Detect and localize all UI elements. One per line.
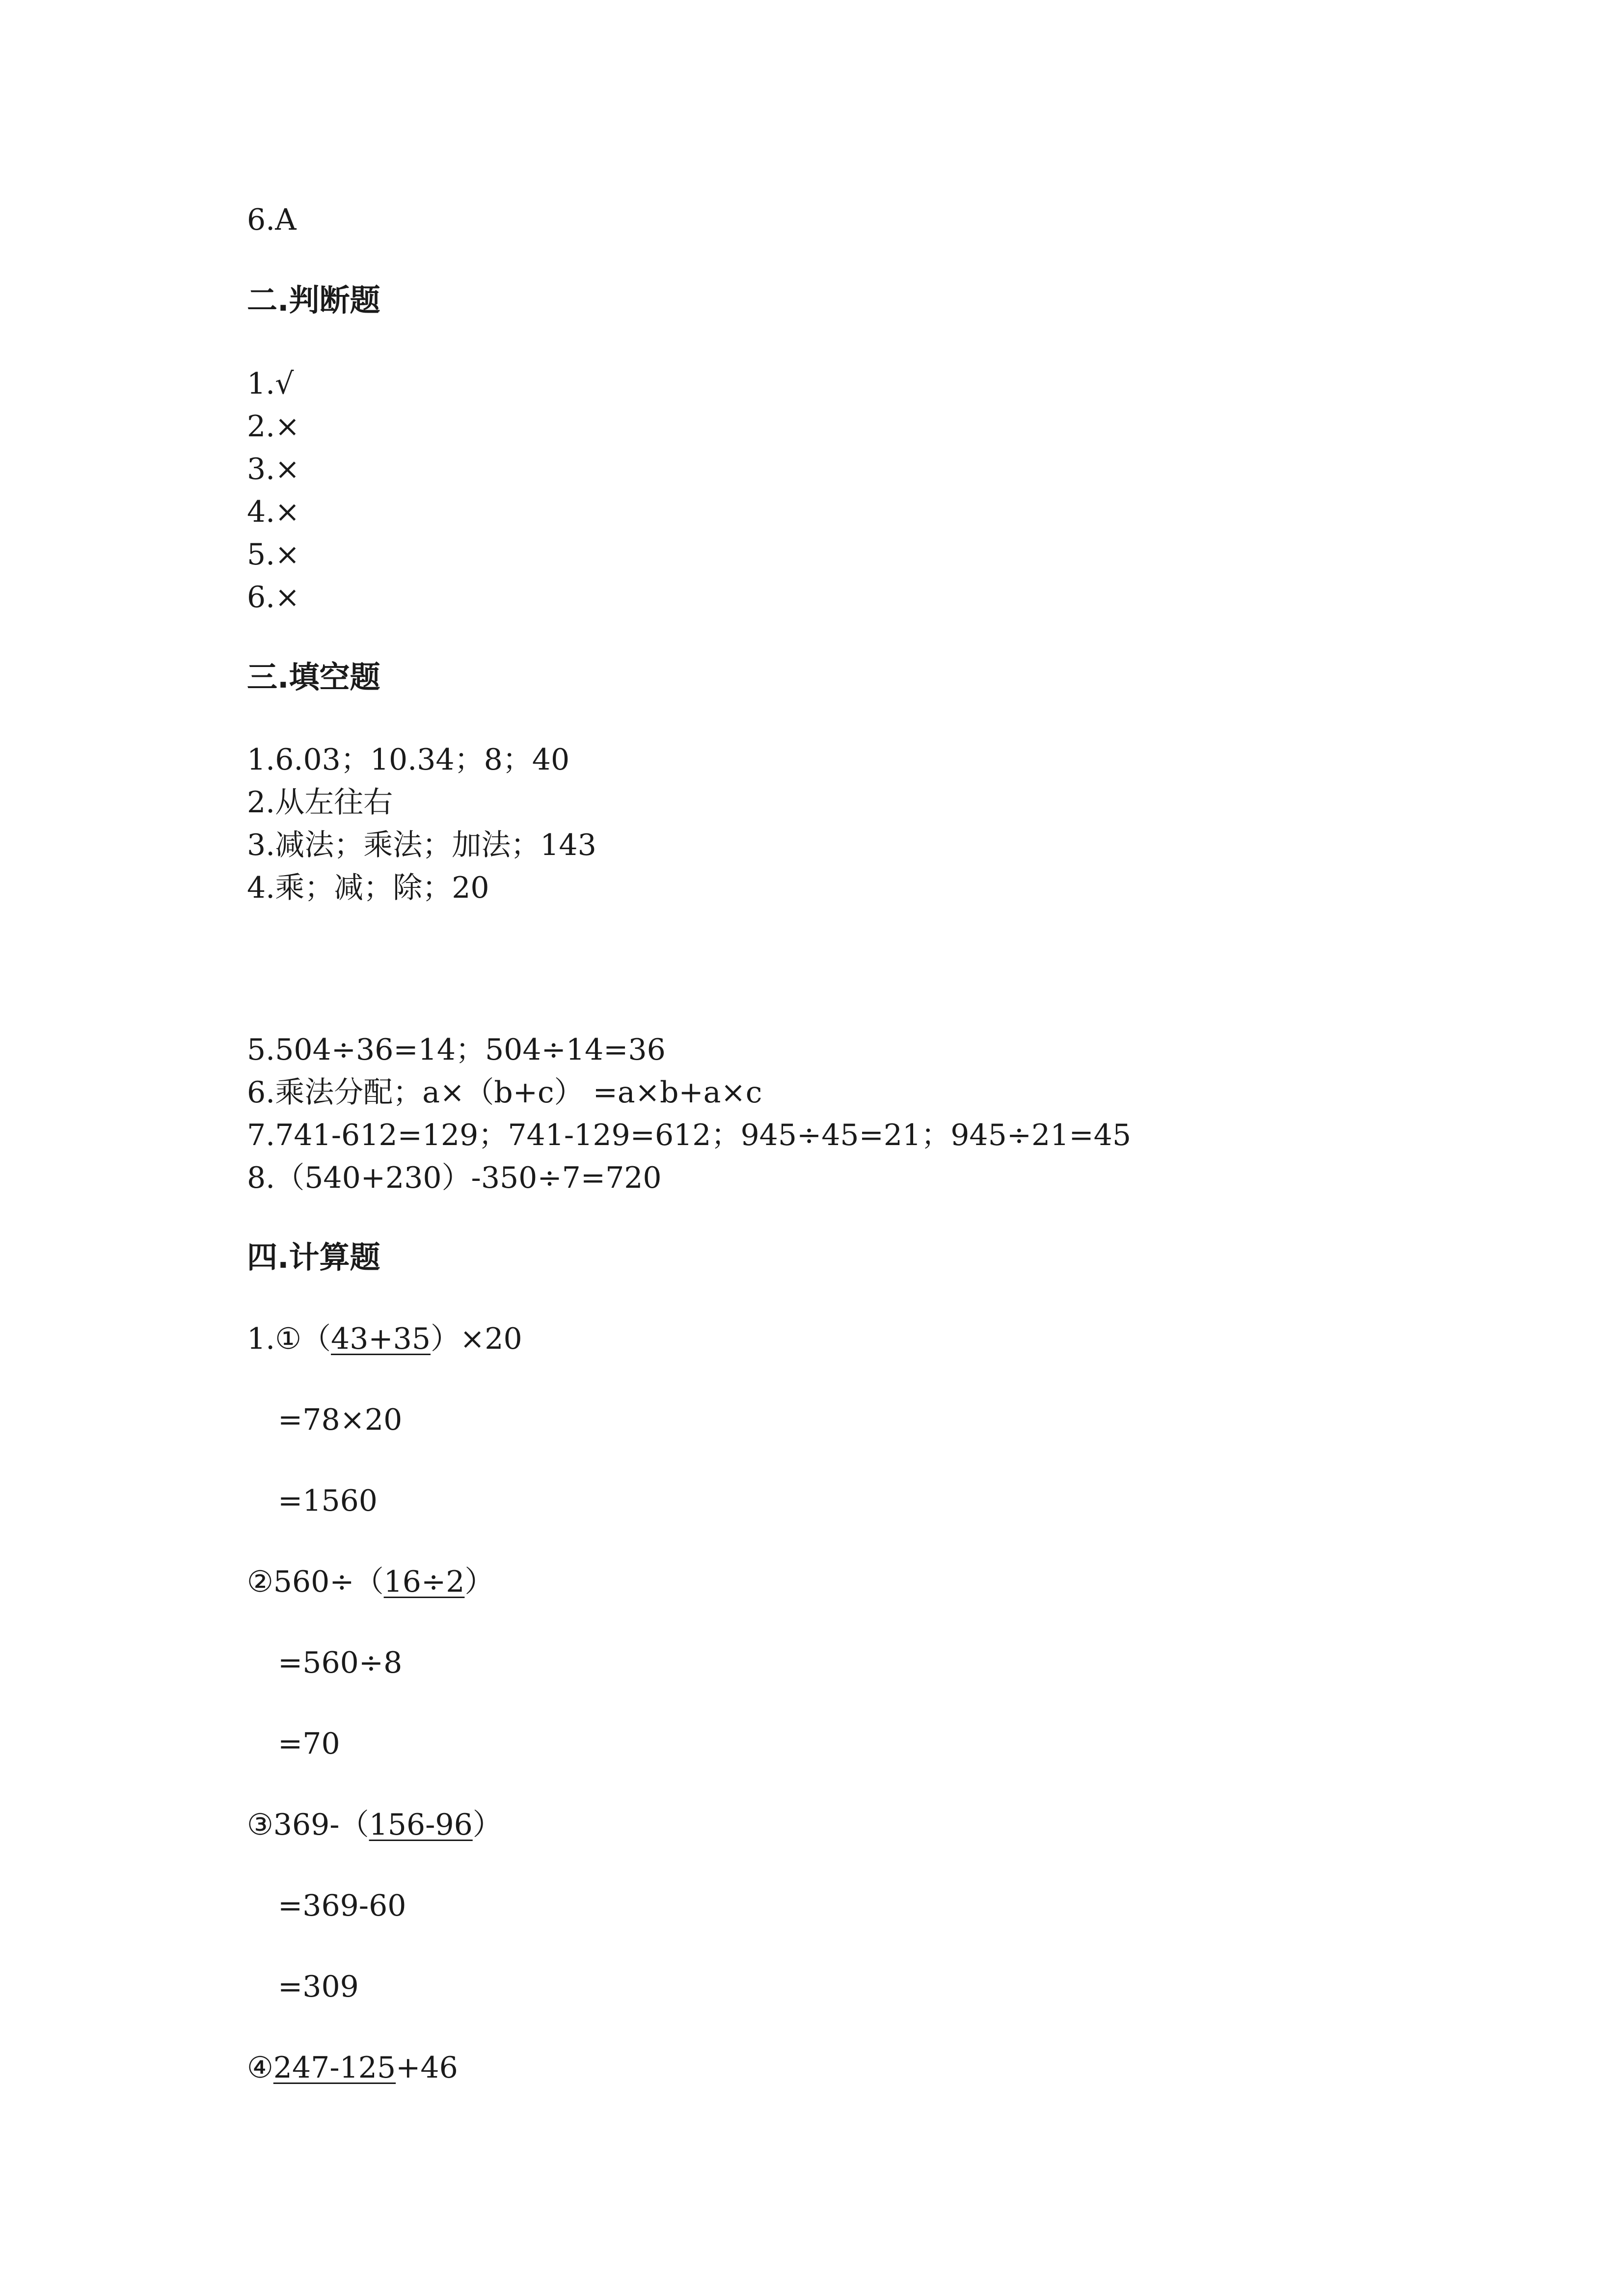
calc-problem-1 xyxy=(247,1319,522,1359)
calc-problem-3-step-2: =309 xyxy=(278,1970,359,2004)
calc-problem-2-prefix: ②560÷（ xyxy=(247,1565,384,1599)
choice-answer-6: 6.A xyxy=(247,203,297,237)
section-3-title: 三.填空题 xyxy=(247,659,380,695)
calc-problem-4 xyxy=(247,2048,458,2087)
judge-answer-2: 2.× xyxy=(247,409,300,444)
calc-problem-3-suffix: ） xyxy=(472,1808,502,1842)
calc-problem-2-underlined: 16÷2 xyxy=(383,1565,465,1599)
section-2-title: 二.判断题 xyxy=(247,282,380,318)
calc-problem-4-prefix: ④ xyxy=(247,2051,273,2085)
fill-answer-4: 4.乘；减；除；20 xyxy=(247,871,489,905)
calc-problem-1-underlined: 43+35 xyxy=(331,1322,431,1356)
judge-answer-4: 4.× xyxy=(247,495,300,529)
calc-problem-4-suffix: +46 xyxy=(396,2051,458,2085)
calc-problem-3-prefix: ③369-（ xyxy=(247,1808,369,1842)
calc-problem-2 xyxy=(247,1562,494,1602)
judge-answer-5: 5.× xyxy=(247,537,300,572)
fill-answer-7: 7.741-612=129；741-129=612；945÷45=21；945÷21=45 xyxy=(247,1118,1131,1152)
fill-answer-1: 1.6.03；10.34；8；40 xyxy=(247,743,570,777)
calc-problem-2-step-1: =560÷8 xyxy=(278,1646,403,1680)
calc-problem-3-underlined: 156-96 xyxy=(369,1808,473,1842)
calc-problem-1-suffix: ）×20 xyxy=(431,1322,522,1356)
judge-answer-6: 6.× xyxy=(247,580,300,614)
fill-answer-8: 8.（540+230）-350÷7=720 xyxy=(247,1161,662,1195)
fill-answer-6: 6.乘法分配；a×（b+c） =a×b+a×c xyxy=(247,1075,762,1110)
calc-problem-4-underlined: 247-125 xyxy=(273,2051,396,2085)
judge-answer-1: 1.√ xyxy=(247,367,294,401)
calc-problem-1-prefix: 1.①（ xyxy=(247,1322,331,1356)
fill-answer-3: 3.减法；乘法；加法；143 xyxy=(247,828,596,862)
judge-answer-3: 3.× xyxy=(247,452,300,486)
fill-answer-2: 2.从左往右 xyxy=(247,785,393,820)
calc-problem-1-step-1: =78×20 xyxy=(278,1403,403,1437)
calc-problem-3 xyxy=(247,1805,502,1844)
section-4-title: 四.计算题 xyxy=(247,1239,380,1275)
calc-problem-3-step-1: =369-60 xyxy=(278,1889,406,1923)
calc-problem-1-step-2: =1560 xyxy=(278,1484,378,1518)
fill-answer-5: 5.504÷36=14；504÷14=36 xyxy=(247,1033,666,1067)
calc-problem-2-step-2: =70 xyxy=(278,1727,340,1761)
calc-problem-2-suffix: ） xyxy=(464,1565,494,1599)
